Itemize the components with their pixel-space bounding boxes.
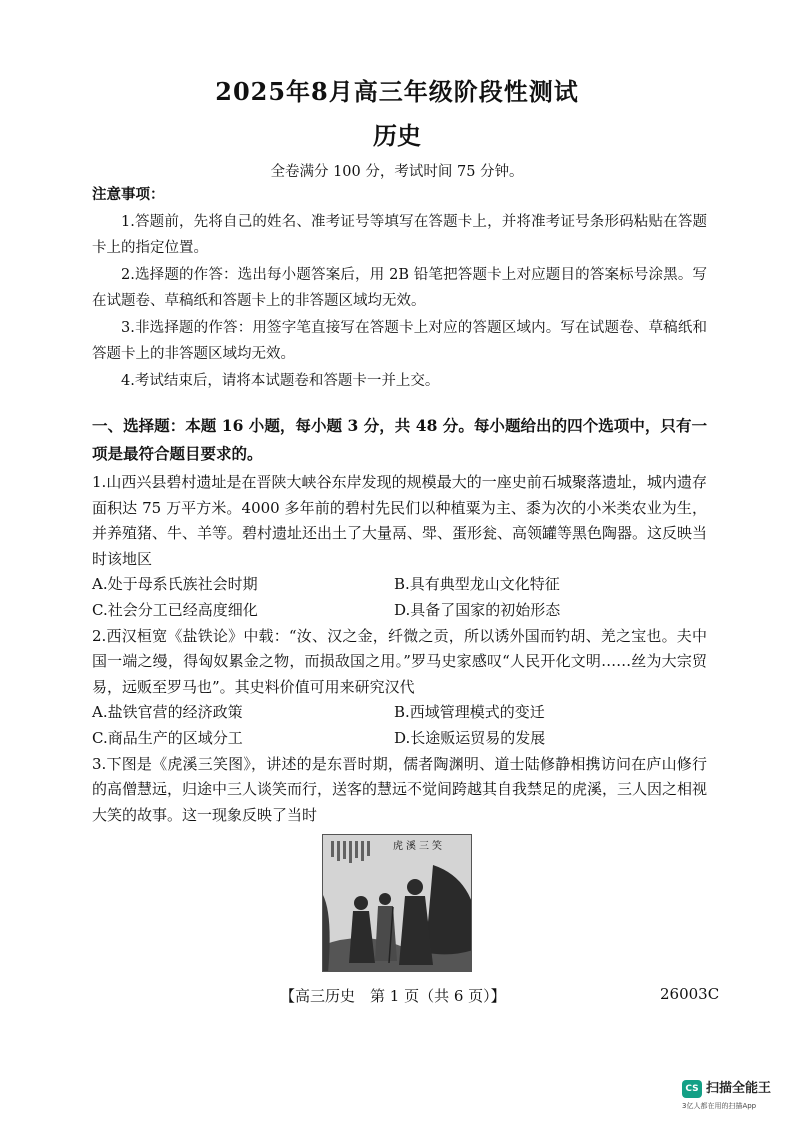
- section-heading: 一、选择题：本题 16 小题，每小题 3 分，共 48 分。每小题给出的四个选项中，只有一项是最符合题目要求的。: [92, 416, 707, 463]
- option-b: B.具有典型龙山文化特征: [394, 575, 560, 594]
- option-d: D.长途贩运贸易的发展: [394, 728, 546, 747]
- option-grid: [92, 700, 707, 751]
- note-item-2: 2.选择题的作答：选出每小题答案后，用 2B 铅笔把答题卡上对应题目的答案标号涂黑。写在试题卷、草稿纸和答题卡上的非答题区域均无效。: [92, 266, 707, 309]
- question-stem: 3.下图是《虎溪三笑图》，讲述的是东晋时期，儒者陶渊明、道士陆修静相携访问在庐山修行的高僧慧远，归途中三人谈笑而行，送客的慧远不觉间跨越其自我禁足的虎溪，三人因之相视大笑的故事。这一现象反映了当时: [92, 754, 708, 824]
- option-a: A.处于母系氏族社会时期: [92, 575, 258, 594]
- question-list: [92, 470, 707, 828]
- page-footer: 【高三历史 第 1 页（共 6 页）】: [280, 987, 506, 1005]
- exam-subject: 历史: [373, 121, 421, 150]
- note-item-3: 3.非选择题的作答：用签字笔直接写在答题卡上对应的答题区域内。写在试题卷、草稿纸和答题卡上的非答题区域均无效。: [92, 319, 707, 362]
- option-grid: [92, 572, 707, 623]
- painting-illustration: [323, 835, 472, 972]
- option-c: C.社会分工已经高度细化: [92, 600, 258, 619]
- scanner-logo-icon: CS: [682, 1080, 702, 1098]
- painting-caption: 虎溪三笑: [393, 841, 445, 852]
- note-item-1: 1.答题前，先将自己的姓名、准考证号等填写在答题卡上，并将准考证号条形码粘贴在答题卡上的指定位置。: [92, 213, 707, 256]
- option-a: A.盐铁官营的经济政策: [92, 703, 243, 722]
- option-b: B.西域管理模式的变迁: [394, 703, 545, 722]
- option-c: C.商品生产的区域分工: [92, 728, 243, 747]
- painting-figure: [322, 834, 472, 972]
- question-2: [92, 624, 707, 752]
- exam-code: 26003C: [660, 985, 720, 1003]
- question-stem: 2.西汉桓宽《盐铁论》中载：“汝、汉之金，纤微之贡，所以诱外国而钓胡、羌之宝也。夫中国一端之缦，得匈奴累金之物，而损敌国之用。”罗马史家感叹“人民开化文明……丝为大宗贸易，远贩至罗马也”。其史料价值可用来研究汉代: [92, 626, 707, 696]
- question-stem: 1.山西兴县碧村遗址是在晋陕大峡谷东岸发现的规模最大的一座史前石城聚落遗址，城内遗存面积达 75 万平方米。4000 多年前的碧村先民们以种植粟为主、黍为次的小米类农业为生，并养殖猪、牛、羊等。碧村遗址还出土了大量鬲、斝、蛋形瓮、高领罐等黑色陶器。这反映当时该地区: [92, 473, 708, 568]
- scanner-tagline: 3亿人都在用的扫描App: [682, 1102, 757, 1110]
- question-1: [92, 470, 707, 624]
- question-3: [92, 752, 707, 829]
- exam-title: 2025年8月高三年级阶段性测试: [215, 77, 579, 106]
- score-time-line: 全卷满分 100 分，考试时间 75 分钟。: [270, 164, 524, 180]
- notes-heading: 注意事项：: [92, 186, 165, 203]
- option-d: D.具备了国家的初始形态: [394, 600, 561, 619]
- scanner-app-name: 扫描全能王: [706, 1081, 772, 1096]
- note-item-4: 4.考试结束后，请将本试题卷和答题卡一并上交。: [121, 372, 440, 389]
- notes-block: [92, 182, 707, 394]
